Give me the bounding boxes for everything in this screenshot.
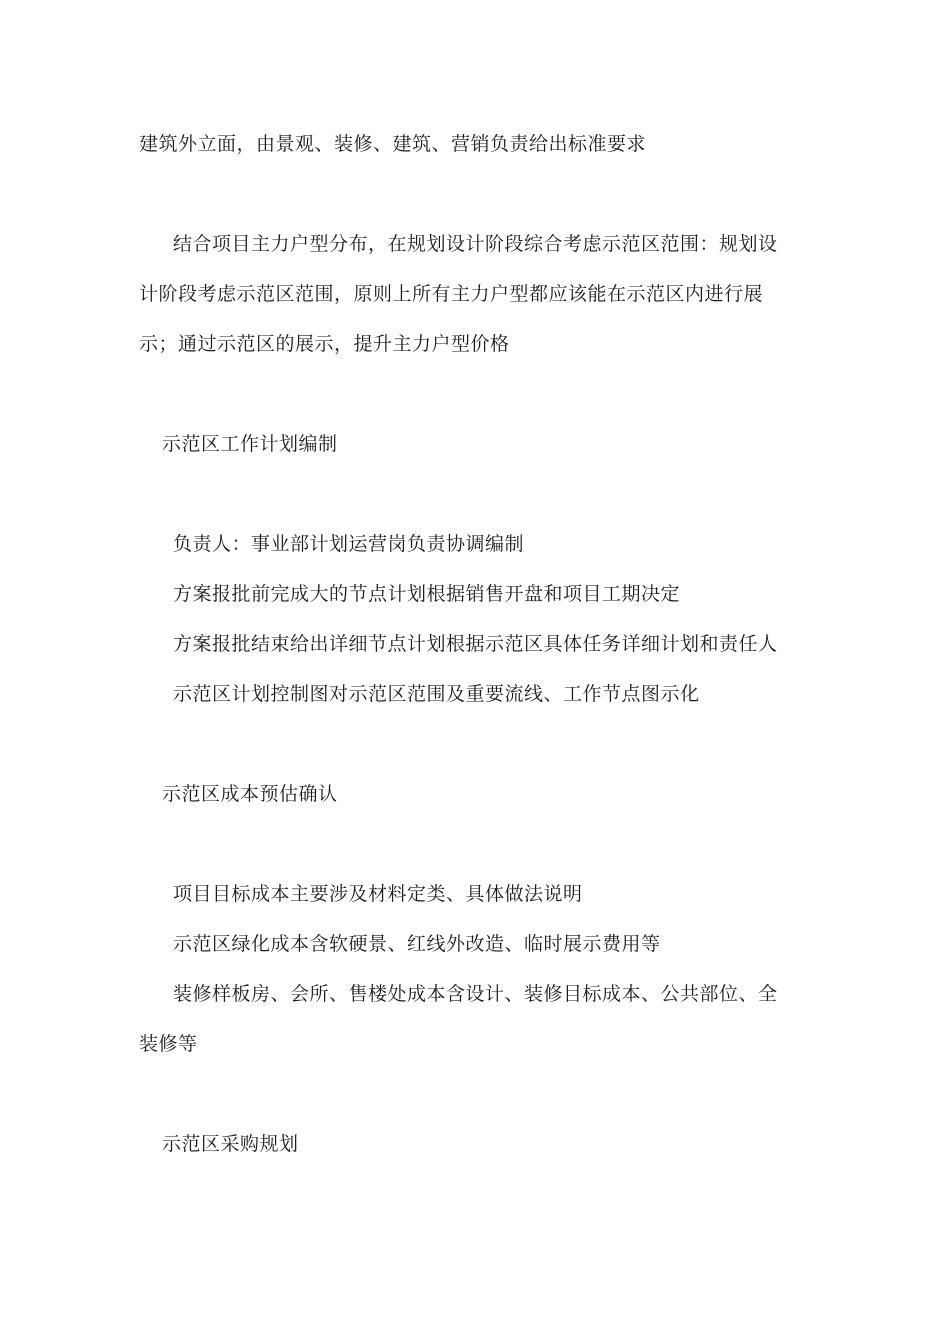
list-item: 示范区计划控制图对示范区范围及重要流线、工作节点图示化 <box>173 683 700 705</box>
list-item: 负责人：事业部计划运营岗负责协调编制 <box>173 533 525 555</box>
paragraph-line: 计阶段考虑示范区范围，原则上所有主力户型都应该能在示范区内进行展 <box>139 283 764 305</box>
section-heading-plan: 示范区工作计划编制 <box>162 433 338 455</box>
list-item: 示范区绿化成本含软硬景、红线外改造、临时展示费用等 <box>173 933 661 955</box>
section-heading-cost: 示范区成本预估确认 <box>162 783 338 805</box>
list-item: 项目目标成本主要涉及材料定类、具体做法说明 <box>173 883 583 905</box>
section-heading-purchase: 示范区采购规划 <box>162 1133 299 1155</box>
list-item: 方案报批结束给出详细节点计划根据示范区具体任务详细计划和责任人 <box>173 633 778 655</box>
paragraph-line: 示；通过示范区的展示，提升主力户型价格 <box>139 333 510 355</box>
list-item: 方案报批前完成大的节点计划根据销售开盘和项目工期决定 <box>173 583 681 605</box>
paragraph-line: 建筑外立面，由景观、装修、建筑、营销负责给出标准要求 <box>139 133 647 155</box>
list-item: 装修样板房、会所、售楼处成本含设计、装修目标成本、公共部位、全 <box>173 983 778 1005</box>
paragraph-line: 结合项目主力户型分布，在规划设计阶段综合考虑示范区范围：规划设 <box>173 233 778 255</box>
list-item-continuation: 装修等 <box>139 1033 198 1055</box>
